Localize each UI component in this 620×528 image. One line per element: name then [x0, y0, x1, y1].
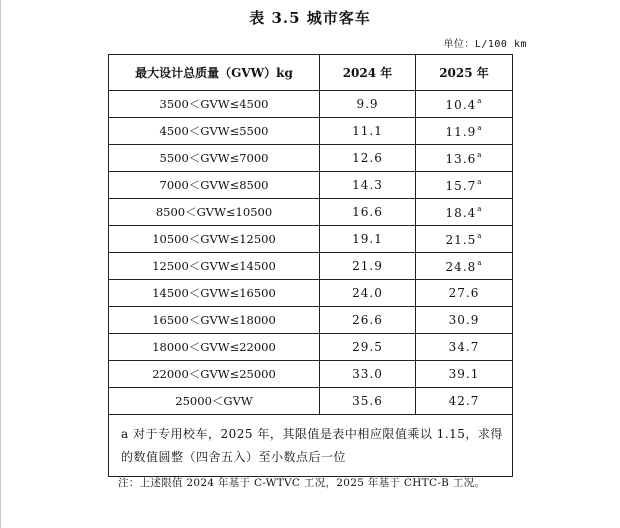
school-bus-footnote-mark: a: [477, 96, 483, 105]
limit-2024-cell: 11.1: [320, 118, 416, 145]
footnote: 注：上述限值 2024 年基于 C-WTVC 工况，2025 年基于 CHTC-B 工况。: [118, 477, 486, 489]
limit-2025-value: 18.4: [445, 205, 477, 220]
school-bus-footnote-mark: a: [477, 150, 483, 159]
limit-2024-cell: 26.6: [320, 307, 416, 334]
limit-2025-value: 15.7: [445, 178, 477, 193]
table-row: [109, 118, 513, 145]
limit-2025-value: 10.4: [445, 97, 477, 112]
gvw-range-cell: 18000＜GVW≤22000: [109, 334, 320, 361]
limit-2025-cell: [416, 118, 513, 145]
school-bus-footnote-mark: a: [477, 177, 483, 186]
limit-2024-cell: 35.6: [320, 388, 416, 415]
limit-2024-cell: 21.9: [320, 253, 416, 280]
school-bus-footnote-mark: a: [477, 123, 483, 132]
limit-2025-cell: [416, 253, 513, 280]
limit-2025-value: 21.5: [445, 232, 477, 247]
page-edge-rule: [0, 0, 1, 528]
table-row: [109, 91, 513, 118]
gvw-range-cell: 16500＜GVW≤18000: [109, 307, 320, 334]
header-2025: 2025 年: [416, 55, 513, 91]
fuel-limit-table: [108, 54, 513, 477]
gvw-range-cell: 25000＜GVW: [109, 388, 320, 415]
limit-2024-cell: 16.6: [320, 199, 416, 226]
table-row: [109, 226, 513, 253]
limit-2025-value: 11.9: [445, 124, 477, 139]
gvw-range-cell: 7000＜GVW≤8500: [109, 172, 320, 199]
unit-label: 单位：L/100 km: [443, 39, 527, 50]
limit-2024-cell: 9.9: [320, 91, 416, 118]
table-note: a 对于专用校车，2025 年，其限值是表中相应限值乘以 1.15，求得的数值圆整（四舍五入）至小数点后一位: [109, 415, 513, 477]
table-row: [109, 253, 513, 280]
header-2024: 2024 年: [320, 55, 416, 91]
table-title: 表 3.5 城市客车: [249, 9, 371, 27]
note-row: [109, 415, 513, 477]
limit-2025-value: 39.1: [448, 367, 480, 381]
table-row: [109, 334, 513, 361]
school-bus-footnote-mark: a: [477, 258, 483, 267]
limit-2024-cell: 14.3: [320, 172, 416, 199]
header-row: [109, 55, 513, 91]
table-row: [109, 172, 513, 199]
limit-2025-value: 42.7: [448, 394, 480, 408]
gvw-range-cell: 8500＜GVW≤10500: [109, 199, 320, 226]
limit-2025-cell: [416, 334, 513, 361]
limit-2025-cell: [416, 145, 513, 172]
limit-2025-cell: [416, 307, 513, 334]
table-row: [109, 280, 513, 307]
table-row: [109, 361, 513, 388]
limit-2025-cell: [416, 172, 513, 199]
header-gvw: 最大设计总质量（GVW）kg: [109, 55, 320, 91]
gvw-range-cell: 3500＜GVW≤4500: [109, 91, 320, 118]
limit-2024-cell: 24.0: [320, 280, 416, 307]
gvw-range-cell: 10500＜GVW≤12500: [109, 226, 320, 253]
limit-2025-value: 34.7: [448, 340, 480, 354]
gvw-range-cell: 4500＜GVW≤5500: [109, 118, 320, 145]
limit-2024-cell: 29.5: [320, 334, 416, 361]
gvw-range-cell: 12500＜GVW≤14500: [109, 253, 320, 280]
table-row: [109, 145, 513, 172]
limit-2025-value: 13.6: [445, 151, 477, 166]
table-row: [109, 388, 513, 415]
gvw-range-cell: 5500＜GVW≤7000: [109, 145, 320, 172]
school-bus-footnote-mark: a: [477, 204, 483, 213]
table-row: [109, 199, 513, 226]
limit-2025-value: 24.8: [445, 259, 477, 274]
limit-2025-cell: [416, 91, 513, 118]
limit-2025-cell: [416, 388, 513, 415]
limit-2025-cell: [416, 226, 513, 253]
limit-2025-value: 30.9: [448, 313, 480, 327]
limit-2024-cell: 12.6: [320, 145, 416, 172]
gvw-range-cell: 14500＜GVW≤16500: [109, 280, 320, 307]
gvw-range-cell: 22000＜GVW≤25000: [109, 361, 320, 388]
limit-2025-cell: [416, 199, 513, 226]
limit-2024-cell: 19.1: [320, 226, 416, 253]
limit-2025-cell: [416, 361, 513, 388]
limit-2025-value: 27.6: [448, 286, 480, 300]
school-bus-footnote-mark: a: [477, 231, 483, 240]
table-row: [109, 307, 513, 334]
limit-2025-cell: [416, 280, 513, 307]
limit-2024-cell: 33.0: [320, 361, 416, 388]
